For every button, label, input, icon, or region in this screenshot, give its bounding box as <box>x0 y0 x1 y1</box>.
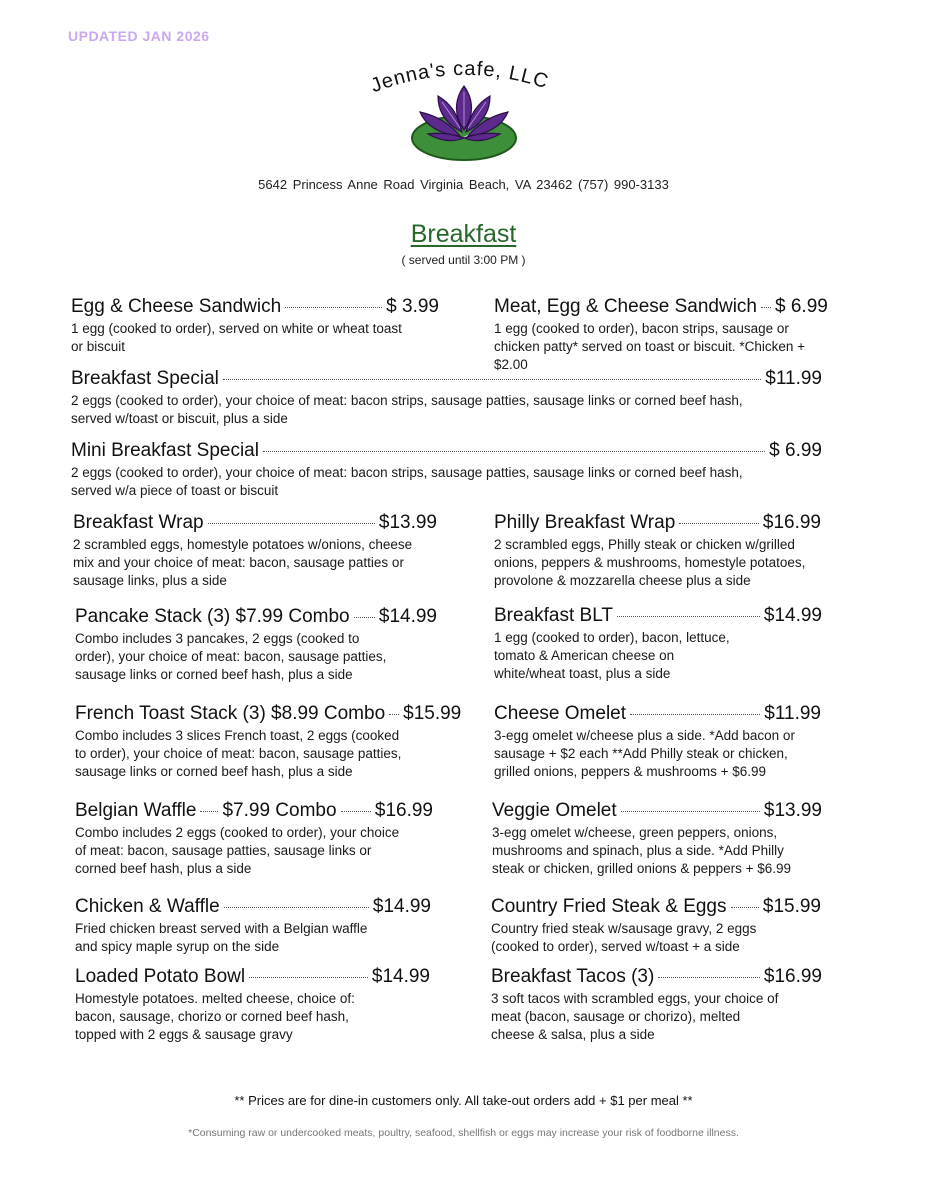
item-price: $14.99 <box>378 606 437 627</box>
item-price: $ 6.99 <box>769 440 822 461</box>
item-price: $14.99 <box>763 605 822 626</box>
item-description: Combo includes 3 slices French toast, 2 eggs (cooked to order), your choice of meat: bacon, sausage patties, sausage links or corned beef hash, plus a side <box>75 728 402 779</box>
item-name: French Toast Stack (3) $8.99 Combo <box>75 703 386 724</box>
item-price: $16.99 <box>762 512 821 533</box>
item-price: $14.99 <box>371 966 430 987</box>
item-name: Veggie Omelet <box>492 800 617 821</box>
item-price: $14.99 <box>372 896 431 917</box>
menu-item <box>494 296 828 374</box>
item-name: Meat, Egg & Cheese Sandwich <box>494 296 757 317</box>
item-name: Mini Breakfast Special <box>71 440 259 461</box>
food-safety-disclaimer: *Consuming raw or undercooked meats, poultry, seafood, shellfish or eggs may increase your risk of foodborne illness. <box>188 1127 739 1139</box>
updated-label: UPDATED JAN 2026 <box>68 28 210 44</box>
item-price: $ 3.99 <box>386 296 439 317</box>
item-price: $15.99 <box>403 703 462 724</box>
item-price: $ 6.99 <box>775 296 828 317</box>
item-description: 3 soft tacos with scrambled eggs, your choice of meat (bacon, sausage or chorizo), melted cheese & salsa, plus a side <box>491 991 779 1042</box>
logo-text: Jenna's cafe, LLC <box>367 57 552 98</box>
item-name: Loaded Potato Bowl <box>75 966 246 987</box>
item-name: Belgian Waffle <box>75 800 197 821</box>
item-description: 3-egg omelet w/cheese, green peppers, onions, mushrooms and spinach, plus a side. *Add Philly steak or chicken, grilled onions & peppers + $6.99 <box>492 825 792 876</box>
item-price: $16.99 <box>374 800 433 821</box>
item-description: 1 egg (cooked to order), served on white or wheat toast or biscuit <box>71 321 402 354</box>
item-description: 2 eggs (cooked to order), your choice of meat: bacon strips, sausage patties, sausage links or corned beef hash, served w/toast or biscuit, plus a side <box>71 393 743 426</box>
item-name: Breakfast Special <box>71 368 219 389</box>
item-name: Cheese Omelet <box>494 703 627 724</box>
takeout-note: ** Prices are for dine-in customers only. All take-out orders add + $1 per meal ** <box>234 1093 693 1108</box>
menu-item <box>73 512 437 590</box>
item-price: $11.99 <box>764 703 821 724</box>
menu-item <box>75 703 462 781</box>
item-description: 2 eggs (cooked to order), your choice of meat: bacon strips, sausage patties, sausage links or corned beef hash, served w/a piece of toast or biscuit <box>71 465 743 498</box>
item-description: Combo includes 3 pancakes, 2 eggs (cooked to order), your choice of meat: bacon, sausage patties, sausage links or corned beef hash, plus a side <box>75 631 387 682</box>
item-name-combo: $7.99 Combo <box>222 800 337 821</box>
section-subtitle: ( served until 3:00 PM ) <box>401 253 526 267</box>
item-description: 2 scrambled eggs, homestyle potatoes w/onions, cheese mix and your choice of meat: bacon, sausage patties or sausage links, plus a side <box>73 537 413 588</box>
item-price: $13.99 <box>378 512 437 533</box>
item-name: Chicken & Waffle <box>75 896 220 917</box>
item-description: 1 egg (cooked to order), bacon, lettuce, tomato & American cheese on white/wheat toast, plus a side <box>494 630 730 681</box>
item-name: Egg & Cheese Sandwich <box>71 296 282 317</box>
menu-item <box>492 800 822 878</box>
menu-item <box>75 966 430 1044</box>
menu-item <box>71 296 439 356</box>
item-description: Fried chicken breast served with a Belgian waffle and spicy maple syrup on the side <box>75 921 368 954</box>
section-title: Breakfast <box>410 220 517 248</box>
menu-item <box>75 896 431 956</box>
menu-item <box>75 800 433 878</box>
lotus-logo-icon <box>408 80 520 162</box>
item-description: Combo includes 2 eggs (cooked to order), your choice of meat: bacon, sausage patties, sausage links or corned beef hash, plus a side <box>75 825 400 876</box>
menu-item <box>75 606 437 684</box>
item-price: $15.99 <box>762 896 821 917</box>
item-name: Country Fried Steak & Eggs <box>491 896 727 917</box>
item-name: Philly Breakfast Wrap <box>494 512 676 533</box>
item-name: Breakfast BLT <box>494 605 613 626</box>
item-description: Country fried steak w/sausage gravy, 2 eggs (cooked to order), served w/toast + a side <box>491 921 757 954</box>
menu-item <box>491 896 821 956</box>
cafe-address: 5642 Princess Anne Road Virginia Beach, VA 23462 (757) 990-3133 <box>258 177 669 192</box>
menu-item <box>71 440 822 500</box>
item-name: Breakfast Tacos (3) <box>491 966 655 987</box>
item-name: Breakfast Wrap <box>73 512 204 533</box>
item-price: $13.99 <box>763 800 822 821</box>
menu-item <box>494 605 822 683</box>
item-description: 1 egg (cooked to order), bacon strips, sausage or chicken patty* served on toast or biscuit. *Chicken + $2.00 <box>494 321 806 372</box>
item-description: 3-egg omelet w/cheese plus a side. *Add bacon or sausage + $2 each **Add Philly steak or chicken, grilled onions, peppers & mushrooms + $6.99 <box>494 728 795 779</box>
item-description: 2 scrambled eggs, Philly steak or chicken w/grilled onions, peppers & mushrooms, homestyle potatoes, provolone & mozzarella cheese plus a side <box>494 537 806 588</box>
menu-item <box>494 703 821 781</box>
item-price: $11.99 <box>765 368 822 389</box>
item-description: Homestyle potatoes. melted cheese, choice of: bacon, sausage, chorizo or corned beef hash, topped with 2 eggs & sausage gravy <box>75 991 355 1042</box>
item-price: $16.99 <box>763 966 822 987</box>
menu-item <box>71 368 822 428</box>
menu-item <box>494 512 821 590</box>
menu-item <box>491 966 822 1044</box>
item-name: Pancake Stack (3) $7.99 Combo <box>75 606 350 627</box>
